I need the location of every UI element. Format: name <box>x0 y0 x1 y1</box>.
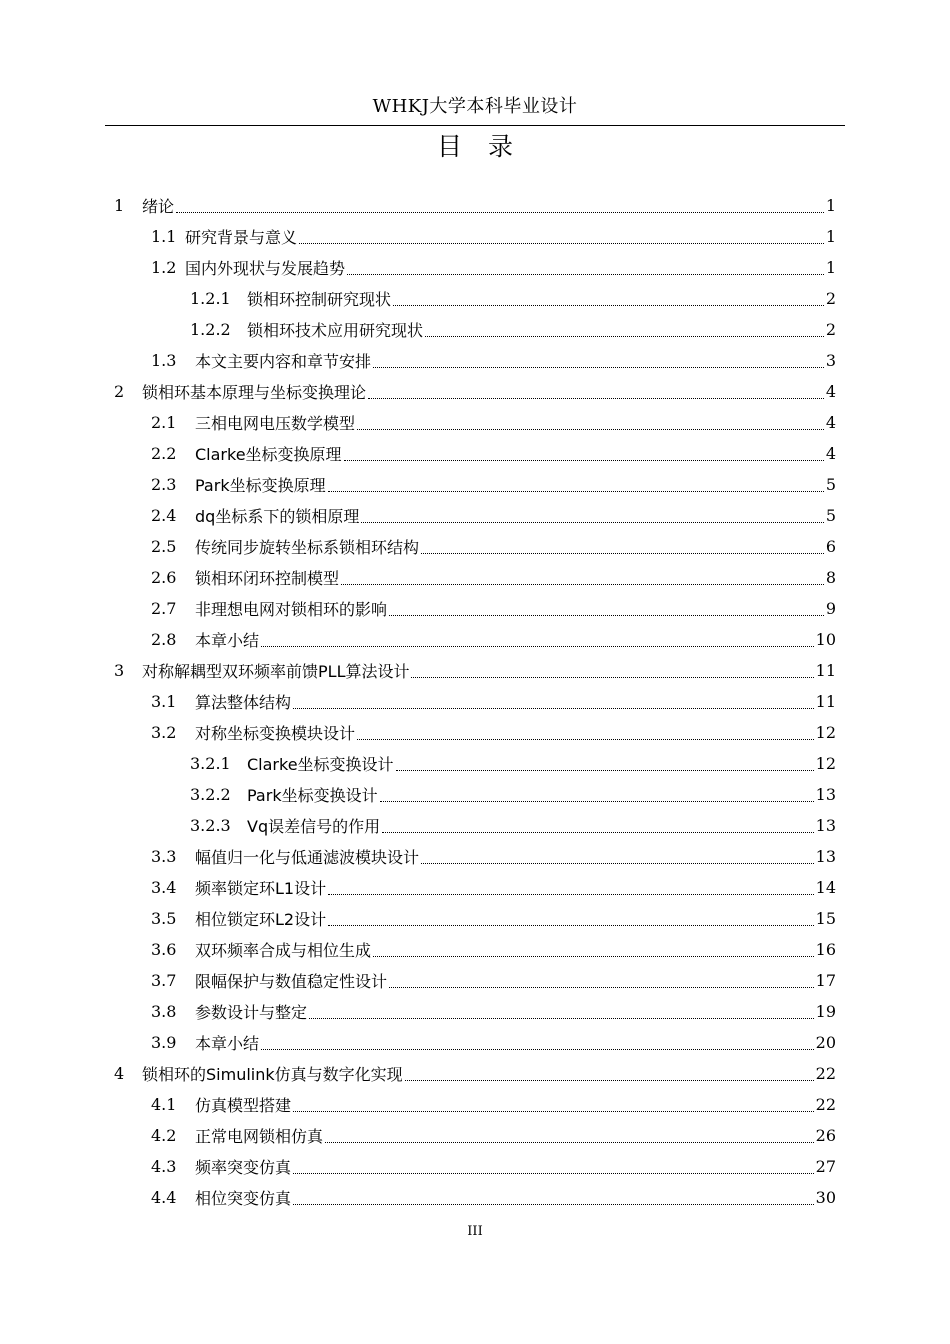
toc-entry-number: 1.1 <box>151 227 177 246</box>
toc-entry-page: 1 <box>825 196 836 215</box>
toc-entry[interactable] <box>151 438 836 469</box>
toc-entry[interactable] <box>190 314 836 345</box>
toc-entry-title: 对称解耦型双环频率前馈PLL算法设计 <box>142 662 410 681</box>
dot-leader <box>389 614 824 616</box>
toc-entry-page: 3 <box>825 351 836 370</box>
toc-entry[interactable] <box>151 1089 836 1120</box>
dot-leader <box>382 831 814 833</box>
toc-entry-title: 研究背景与意义 <box>185 228 298 247</box>
toc-entry-page: 1 <box>825 227 836 246</box>
dot-leader <box>261 1048 814 1050</box>
toc-entry[interactable] <box>151 686 836 717</box>
toc-entry-number: 4 <box>114 1064 125 1083</box>
toc-entry[interactable] <box>151 934 836 965</box>
toc-title: 目录 <box>436 132 539 161</box>
header-rule <box>105 125 845 126</box>
toc-entry-number: 1.2.2 <box>190 320 231 339</box>
toc-entry-title: Clarke坐标变换设计 <box>247 755 394 774</box>
toc-entry[interactable] <box>151 872 836 903</box>
toc-entry-page: 2 <box>825 320 836 339</box>
toc-entry-page: 22 <box>815 1064 836 1083</box>
toc-entry-number: 4.1 <box>151 1095 177 1114</box>
toc-entry[interactable] <box>151 531 836 562</box>
toc-entry-title: 正常电网锁相仿真 <box>195 1127 324 1146</box>
toc-entry-number: 4.3 <box>151 1157 177 1176</box>
toc-entry-page: 4 <box>825 413 836 432</box>
toc-entry-number: 3.5 <box>151 909 177 928</box>
toc-entry-title: 锁相环的Simulink仿真与数字化实现 <box>142 1065 403 1084</box>
toc-entry-title: 本章小结 <box>195 1034 260 1053</box>
toc-entry[interactable] <box>151 996 836 1027</box>
toc-entry-title: 算法整体结构 <box>195 693 292 712</box>
toc-entry[interactable] <box>114 190 836 221</box>
toc-entry-number: 2.8 <box>151 630 177 649</box>
toc-entry-number: 3.2.1 <box>190 754 231 773</box>
toc-entry-page: 13 <box>815 847 836 866</box>
toc-entry-title: Park坐标变换原理 <box>195 476 326 495</box>
toc-entry[interactable] <box>114 376 836 407</box>
toc-entry[interactable] <box>151 593 836 624</box>
dot-leader <box>328 924 814 926</box>
toc-entry-page: 4 <box>825 444 836 463</box>
dot-leader <box>347 273 824 275</box>
dot-leader <box>344 459 824 461</box>
dot-leader <box>328 893 814 895</box>
toc-entry-title: dq坐标系下的锁相原理 <box>195 507 360 526</box>
toc-entry[interactable] <box>151 965 836 996</box>
toc-entry[interactable] <box>151 1120 836 1151</box>
dot-leader <box>357 428 824 430</box>
toc-entry[interactable] <box>151 252 836 283</box>
toc-entry[interactable] <box>151 469 836 500</box>
dot-leader <box>357 738 814 740</box>
toc-entry-page: 13 <box>815 816 836 835</box>
toc-entry-title: 对称坐标变换模块设计 <box>195 724 356 743</box>
toc-entry-number: 3.2.2 <box>190 785 231 804</box>
toc-entry-title: Clarke坐标变换原理 <box>195 445 342 464</box>
toc-entry-number: 2.6 <box>151 568 177 587</box>
toc-entry-number: 3.7 <box>151 971 177 990</box>
dot-leader <box>373 366 824 368</box>
toc-entry[interactable] <box>114 655 836 686</box>
dot-leader <box>421 862 814 864</box>
toc-entry[interactable] <box>151 841 836 872</box>
toc-entry-title: 双环频率合成与相位生成 <box>195 941 372 960</box>
dot-leader <box>425 335 824 337</box>
dot-leader <box>396 769 814 771</box>
toc-entry-page: 10 <box>815 630 836 649</box>
toc-entry-number: 1.2.1 <box>190 289 231 308</box>
toc-entry-number: 3.9 <box>151 1033 177 1052</box>
toc-entry-page: 9 <box>825 599 836 618</box>
toc-entry-title: 本章小结 <box>195 631 260 650</box>
dot-leader <box>380 800 814 802</box>
toc-entry-number: 3.2.3 <box>190 816 231 835</box>
toc-entry-title: 本文主要内容和章节安排 <box>195 352 372 371</box>
toc-entry-page: 1 <box>825 258 836 277</box>
toc-entry-page: 5 <box>825 475 836 494</box>
toc-entry-title: 锁相环技术应用研究现状 <box>247 321 424 340</box>
toc-entry-page: 8 <box>825 568 836 587</box>
toc-entry-number: 2.1 <box>151 413 177 432</box>
toc-entry[interactable] <box>151 500 836 531</box>
toc-entry-title: Park坐标变换设计 <box>247 786 378 805</box>
toc-entry-page: 5 <box>825 506 836 525</box>
dot-leader <box>328 490 824 492</box>
toc-entry-number: 1.3 <box>151 351 177 370</box>
toc-entry-page: 6 <box>825 537 836 556</box>
dot-leader <box>341 583 824 585</box>
toc-entry-number: 2 <box>114 382 125 401</box>
toc-entry-page: 12 <box>815 754 836 773</box>
toc-entry-page: 20 <box>815 1033 836 1052</box>
dot-leader <box>411 676 813 678</box>
toc-entry-page: 17 <box>815 971 836 990</box>
toc-entry-title: 幅值归一化与低通滤波模块设计 <box>195 848 420 867</box>
toc-entry-number: 1.2 <box>151 258 177 277</box>
toc-entry-title: 锁相环闭环控制模型 <box>195 569 340 588</box>
dot-leader <box>261 645 814 647</box>
toc-entry-title: 仿真模型搭建 <box>195 1096 292 1115</box>
dot-leader <box>293 1172 814 1174</box>
toc-entry-number: 3.4 <box>151 878 177 897</box>
toc-entry-title: 参数设计与整定 <box>195 1003 308 1022</box>
toc-entry-title: 传统同步旋转坐标系锁相环结构 <box>195 538 420 557</box>
toc-entry-page: 30 <box>815 1188 836 1207</box>
toc-entry[interactable] <box>151 562 836 593</box>
toc-entry-page: 13 <box>815 785 836 804</box>
dot-leader <box>405 1079 814 1081</box>
toc-entry-number: 3.6 <box>151 940 177 959</box>
toc-entry-number: 3 <box>114 661 125 680</box>
toc-entry[interactable] <box>151 624 836 655</box>
toc-entry-number: 4.2 <box>151 1126 177 1145</box>
toc-entry[interactable] <box>190 779 836 810</box>
toc-entry-title: 频率突变仿真 <box>195 1158 292 1177</box>
toc-entry-title: 相位锁定环L2设计 <box>195 910 327 929</box>
toc-entry-number: 2.2 <box>151 444 177 463</box>
toc-entry-page: 11 <box>815 661 836 680</box>
dot-leader <box>309 1017 814 1019</box>
toc-entry-page: 27 <box>815 1157 836 1176</box>
toc-entry[interactable] <box>151 345 836 376</box>
toc-entry-title: 锁相环控制研究现状 <box>247 290 392 309</box>
toc-entry-title: 非理想电网对锁相环的影响 <box>195 600 388 619</box>
toc-entry-number: 2.7 <box>151 599 177 618</box>
dot-leader <box>293 1110 814 1112</box>
dot-leader <box>293 707 814 709</box>
toc-entry[interactable] <box>151 1182 836 1213</box>
toc-entry-number: 3.8 <box>151 1002 177 1021</box>
toc-entry-page: 26 <box>815 1126 836 1145</box>
toc-entry-page: 2 <box>825 289 836 308</box>
toc-entry-title: 国内外现状与发展趋势 <box>185 259 346 278</box>
toc-entry[interactable] <box>151 717 836 748</box>
running-header: WHKJ大学本科毕业设计 <box>372 96 578 117</box>
toc-entry-number: 3.1 <box>151 692 177 711</box>
toc-entry-number: 3.3 <box>151 847 177 866</box>
toc-entry-number: 2.4 <box>151 506 177 525</box>
dot-leader <box>293 1203 814 1205</box>
toc-entry-page: 19 <box>815 1002 836 1021</box>
toc-entry-number: 4.4 <box>151 1188 177 1207</box>
toc-entry-number: 2.5 <box>151 537 177 556</box>
toc-entry-page: 22 <box>815 1095 836 1114</box>
toc-entry-number: 2.3 <box>151 475 177 494</box>
toc-entry[interactable] <box>190 748 836 779</box>
toc-entry-page: 16 <box>815 940 836 959</box>
dot-leader <box>299 242 824 244</box>
page-number: III <box>467 1224 483 1239</box>
dot-leader <box>368 397 824 399</box>
toc-entry-page: 12 <box>815 723 836 742</box>
dot-leader <box>176 211 824 213</box>
toc-entry-number: 3.2 <box>151 723 177 742</box>
dot-leader <box>361 521 823 523</box>
dot-leader <box>393 304 824 306</box>
dot-leader <box>421 552 824 554</box>
toc-entry-page: 11 <box>815 692 836 711</box>
toc-entry-title: 相位突变仿真 <box>195 1189 292 1208</box>
dot-leader <box>389 986 814 988</box>
toc-entry-page: 14 <box>815 878 836 897</box>
toc-entry-title: 三相电网电压数学模型 <box>195 414 356 433</box>
toc-entry-title: 限幅保护与数值稳定性设计 <box>195 972 388 991</box>
toc-entry-title: Vq误差信号的作用 <box>247 817 381 836</box>
dot-leader <box>373 955 814 957</box>
toc-entry[interactable] <box>151 1151 836 1182</box>
toc-entry[interactable] <box>151 407 836 438</box>
toc-entry[interactable] <box>151 1027 836 1058</box>
toc-entry[interactable] <box>190 283 836 314</box>
toc-entry-title: 锁相环基本原理与坐标变换理论 <box>142 383 367 402</box>
dot-leader <box>325 1141 814 1143</box>
toc-entry[interactable] <box>190 810 836 841</box>
toc-entry-number: 1 <box>114 196 125 215</box>
toc-entry-page: 4 <box>825 382 836 401</box>
toc-entry-title: 频率锁定环L1设计 <box>195 879 327 898</box>
toc-entry-title: 绪论 <box>142 197 175 216</box>
toc-entry[interactable] <box>151 221 836 252</box>
toc-entry[interactable] <box>151 903 836 934</box>
toc-entry-page: 15 <box>815 909 836 928</box>
toc-entry[interactable] <box>114 1058 836 1089</box>
